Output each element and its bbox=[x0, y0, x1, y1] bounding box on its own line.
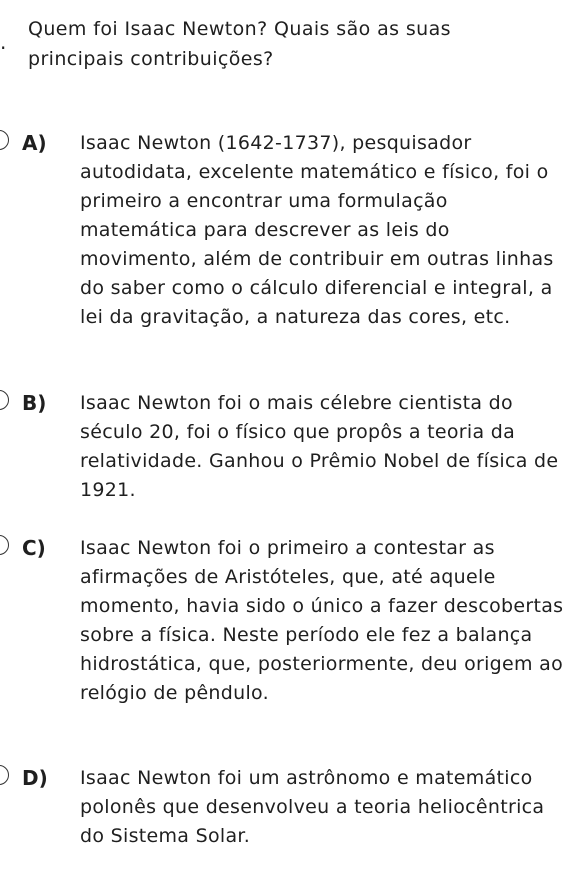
radio-button-c[interactable] bbox=[0, 535, 9, 555]
option-text: Isaac Newton foi o primeiro a contestar as afirmações de Aristóteles, que, até aquele momento, havia sido o único a fazer descobertas sobre a física. Neste período ele fez a balança hidrostática, que, posteriormente, deu origem ao relógio de pêndulo. bbox=[80, 537, 564, 704]
option-letter: D) bbox=[22, 766, 48, 790]
option-letter: B) bbox=[22, 391, 47, 415]
radio-button-a[interactable] bbox=[0, 130, 9, 150]
option-letter: A) bbox=[22, 131, 47, 155]
option-text: Isaac Newton (1642-1737), pesquisador autodidata, excelente matemático e físico, foi o primeiro a encontrar uma formulação matemática para descrever as leis do movimento, além de contribuir em outras linhas do saber como o cálculo diferencial e integral, a lei da gravitação, a natureza das cores, etc. bbox=[80, 132, 554, 328]
option-text: Isaac Newton foi um astrônomo e matemático polonês que desenvolveu a teoria heliocêntrica do Sistema Solar. bbox=[80, 767, 545, 847]
option-text: Isaac Newton foi o mais célebre cientista do século 20, foi o físico que propôs a teoria da relatividade. Ganhou o Prêmio Nobel de física de 1921. bbox=[80, 392, 559, 501]
radio-button-b[interactable] bbox=[0, 390, 9, 410]
option-letter: C) bbox=[22, 536, 46, 560]
radio-button-d[interactable] bbox=[0, 765, 9, 785]
question-text: Quem foi Isaac Newton? Quais são as suas principais contribuições? bbox=[28, 18, 451, 70]
question-bullet: . bbox=[0, 30, 7, 54]
